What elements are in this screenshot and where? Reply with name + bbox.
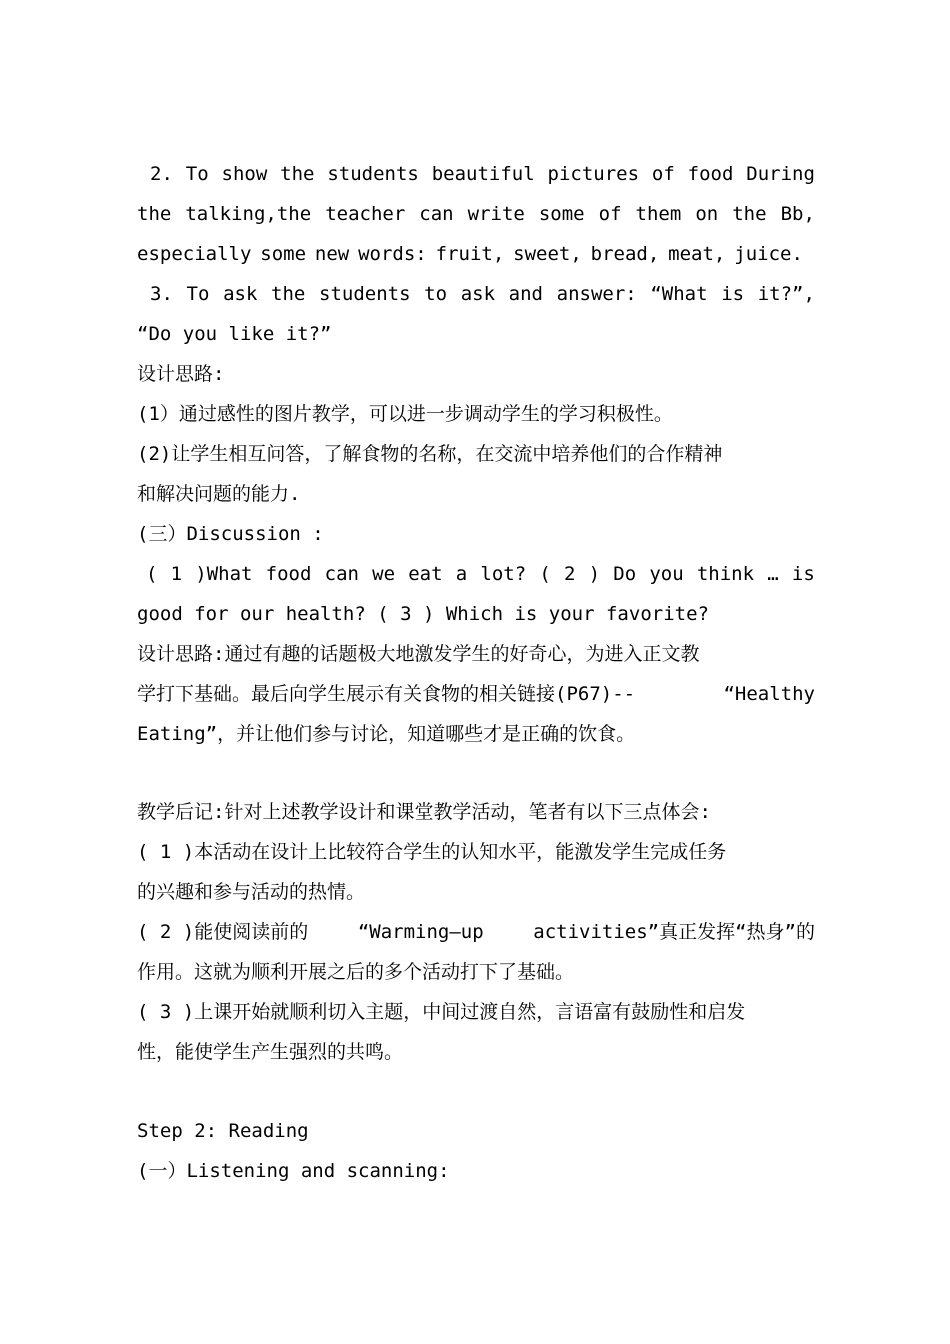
text-line: Eating”，并让他们参与讨论，知道哪些才是正确的饮食。 <box>137 723 636 745</box>
text-line <box>137 912 815 952</box>
word: “Warming–up <box>357 921 484 943</box>
word: bread, <box>590 243 660 265</box>
text-line <box>137 194 815 234</box>
section-heading: Step 2: Reading <box>137 1120 309 1142</box>
word: 学打下基础。最后向学生展示有关食物的相关链接(P67)-- <box>137 683 636 705</box>
text-line <box>137 674 815 714</box>
word: Bb, <box>780 203 815 225</box>
word: think <box>696 563 755 585</box>
text-line <box>146 554 815 594</box>
text-line <box>150 154 815 194</box>
text-line: (1）通过感性的图片教学，可以进一步调动学生的学习积极性。 <box>137 403 673 425</box>
word: on <box>695 203 719 225</box>
word: a <box>455 563 468 585</box>
word: it?”, <box>757 283 815 305</box>
word: students <box>319 283 411 305</box>
word: )What <box>195 563 253 585</box>
word: students <box>327 163 419 185</box>
text-line: 性，能使学生产生强烈的共鸣。 <box>137 1041 404 1063</box>
word: activities”真正发挥“热身”的 <box>533 921 815 943</box>
word: of <box>598 203 622 225</box>
section-heading: 教学后记:针对上述教学设计和课堂教学活动，笔者有以下三点体会: <box>137 801 711 823</box>
word: ask <box>460 283 496 305</box>
word: To <box>185 163 209 185</box>
word: words: <box>358 243 427 265</box>
word: food <box>687 163 734 185</box>
word: can <box>419 203 454 225</box>
word: is <box>721 283 745 305</box>
text-line: 设计思路:通过有趣的话题极大地激发学生的好奇心，为进入正文教 <box>137 643 700 665</box>
word: the <box>137 203 172 225</box>
word: the <box>271 283 306 305</box>
word: show <box>221 163 268 185</box>
word: we <box>372 563 396 585</box>
word: eat <box>408 563 443 585</box>
text-line <box>137 234 803 274</box>
word: … <box>767 563 779 585</box>
text-line: “Do you like it?” <box>137 323 332 345</box>
word: especially <box>137 243 252 265</box>
word: the <box>732 203 767 225</box>
word: 1 <box>170 563 183 585</box>
word: meat, <box>668 243 726 265</box>
word: food <box>265 563 312 585</box>
word: To <box>186 283 210 305</box>
word: juice. <box>734 243 803 265</box>
word: During <box>746 163 815 185</box>
word: ( <box>539 563 551 585</box>
word: can <box>324 563 359 585</box>
section-heading: (一）Listening and scanning: <box>137 1160 450 1182</box>
word: some <box>538 203 585 225</box>
word: answer: <box>556 283 637 305</box>
word: ( <box>146 563 158 585</box>
text-line: ( 1 )本活动在设计上比较符合学生的认知水平，能激发学生完成任务 <box>137 841 727 863</box>
word: is <box>791 563 815 585</box>
word: 3. <box>150 283 173 305</box>
word: ( 2 )能使阅读前的 <box>137 921 309 943</box>
word: “What <box>650 283 708 305</box>
word: 2. <box>150 163 173 185</box>
word: talking,the <box>185 203 312 225</box>
word: teacher <box>325 203 406 225</box>
section-heading: 设计思路: <box>137 363 225 385</box>
word: 2 <box>563 563 576 585</box>
text-line <box>150 274 815 314</box>
text-line: (2)让学生相互问答，了解食物的名称，在交流中培养他们的合作精神 <box>137 443 723 465</box>
word: them <box>635 203 682 225</box>
word: beautiful <box>431 163 535 185</box>
word: ) <box>588 563 601 585</box>
word: you <box>649 563 684 585</box>
text-line: 的兴趣和参与活动的热情。 <box>137 881 366 903</box>
word: ask <box>223 283 258 305</box>
word: lot? <box>480 563 527 585</box>
text-line: ( 3 )上课开始就顺利切入主题，中间过渡自然，言语富有鼓励性和启发 <box>137 1001 746 1023</box>
text-line: good for our health? ( 3 ) Which is your favorite? <box>137 603 709 625</box>
word: sweet, <box>513 243 582 265</box>
section-heading: (三）Discussion : <box>137 523 324 545</box>
word: fruit, <box>435 243 505 265</box>
word: “Healthy <box>723 683 815 705</box>
word: Do <box>613 563 637 585</box>
word: to <box>424 283 448 305</box>
word: write <box>467 203 525 225</box>
word: pictures <box>547 163 640 185</box>
word: and <box>508 283 543 305</box>
word: some <box>260 243 307 265</box>
word: the <box>280 163 315 185</box>
text-line: 和解决问题的能力. <box>137 483 301 505</box>
word: new <box>314 243 350 265</box>
word: of <box>651 163 675 185</box>
text-line: 作用。这就为顺利开展之后的多个活动打下了基础。 <box>137 961 575 983</box>
